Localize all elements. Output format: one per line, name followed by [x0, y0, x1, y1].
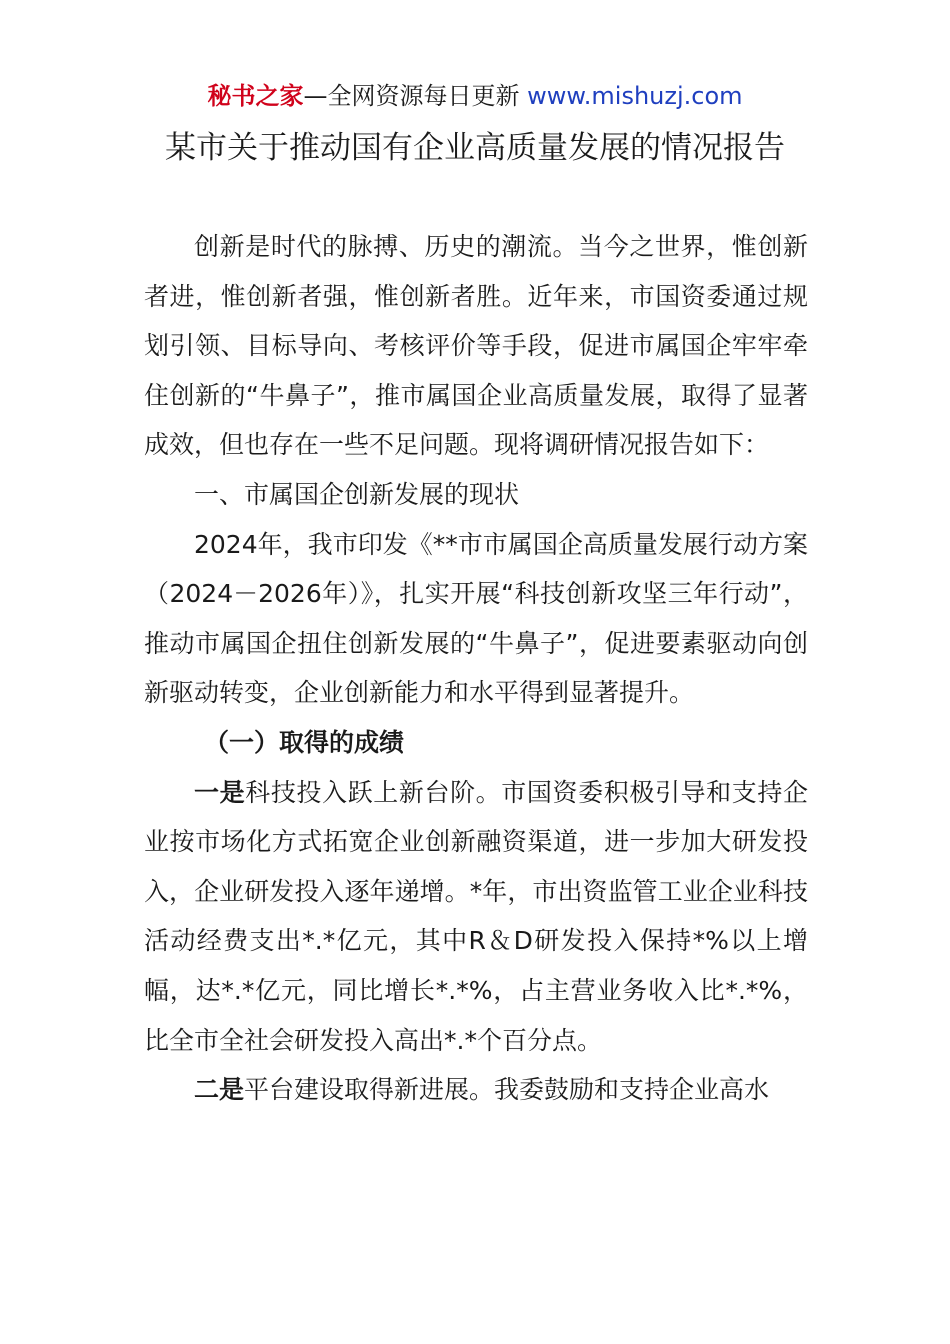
- point-text-1: 科技投入跃上新台阶。市国资委积极引导和支持企业按市场化方式拓宽企业创新融资渠道，进一步加大研发投入，企业研发投入逐年递增。*年，市出资监管工业企业科技活动经费支出*.*亿元，其中R＆D研发投入保持*%以上增幅，达*.*亿元，同比增长*.*%，占主营业务收入比*.*%，比全市全社会研发投入高出*.*个百分点。: [144, 777, 808, 1055]
- section-paragraph: 2024年，我市印发《**市市属国企高质量发展行动方案（2024－2026年）》，扎实开展“科技创新攻坚三年行动”，推动市属国企扭住创新发展的“牛鼻子”，促进要素驱动向创新驱动转变，企业创新能力和水平得到显著提升。: [144, 529, 808, 708]
- section-heading: 一、市属国企创新发展的现状: [194, 479, 520, 509]
- site-tagline: —全网资源每日更新: [303, 82, 520, 110]
- intro-paragraph: 创新是时代的脉搏、历史的潮流。当今之世界，惟创新者进，惟创新者强，惟创新者胜。近年来，市国资委通过规划引领、目标导向、考核评价等手段，促进市属国企牢牢牵住创新的“牛鼻子”，推市属国企业高质量发展，取得了显著成效，但也存在一些不足问题。现将调研情况报告如下：: [144, 232, 808, 460]
- subsection-heading: （一）取得的成绩: [204, 727, 405, 757]
- document-body: [144, 222, 808, 1115]
- site-url-link[interactable]: www.mishuzj.com: [527, 82, 743, 110]
- document-title: 某市关于推动国有企业高质量发展的情况报告: [165, 130, 785, 166]
- site-header: [0, 80, 950, 112]
- point-paragraph-2: [144, 1065, 808, 1115]
- point-paragraph-1: [144, 768, 808, 1066]
- point-lead-1: 一是: [194, 777, 246, 807]
- point-text-2: 平台建设取得新进展。我委鼓励和支持企业高水: [244, 1075, 770, 1105]
- site-brand: 秘书之家: [207, 82, 304, 110]
- point-lead-2: 二是: [194, 1075, 245, 1105]
